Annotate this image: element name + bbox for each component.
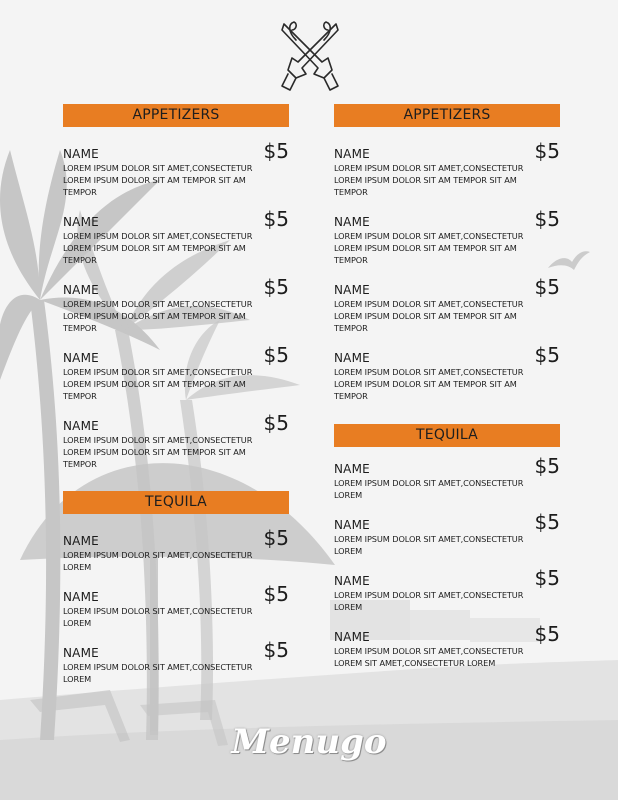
item-name: NAME <box>334 283 370 297</box>
item-name: NAME <box>334 215 370 229</box>
item-price: $5 <box>534 622 560 646</box>
item-description: LOREM IPSUM DOLOR SIT AMET,CONSECTETUR LOREM IPSUM DOLOR SIT AM TEMPOR SIT AM TEMPOR <box>63 435 253 469</box>
item-price: $5 <box>263 411 289 435</box>
section-header-appetizers: APPETIZERS <box>334 104 560 127</box>
item-price: $5 <box>263 638 289 662</box>
item-description: LOREM IPSUM DOLOR SIT AMET,CONSECTETUR LOREM <box>334 590 524 612</box>
item-description: LOREM IPSUM DOLOR SIT AMET,CONSECTETUR LOREM IPSUM DOLOR SIT AM TEMPOR SIT AM TEMPOR <box>63 163 253 197</box>
section-header-tequila: TEQUILA <box>63 491 289 514</box>
menu-item <box>63 638 289 702</box>
item-name: NAME <box>334 462 370 476</box>
crossed-pistols-icon <box>272 18 348 94</box>
item-description: LOREM IPSUM DOLOR SIT AMET,CONSECTETUR LOREM <box>334 534 524 556</box>
menu-item <box>334 510 560 574</box>
item-description: LOREM IPSUM DOLOR SIT AMET,CONSECTETUR LOREM IPSUM DOLOR SIT AM TEMPOR SIT AM TEMPOR <box>63 299 253 333</box>
item-description: LOREM IPSUM DOLOR SIT AMET,CONSECTETUR LOREM <box>63 606 253 628</box>
item-name: NAME <box>334 147 370 161</box>
menu-item <box>63 411 289 487</box>
item-description: LOREM IPSUM DOLOR SIT AMET,CONSECTETUR LOREM IPSUM DOLOR SIT AM TEMPOR SIT AM TEMPOR <box>63 367 253 401</box>
item-name: NAME <box>334 574 370 588</box>
item-price: $5 <box>263 343 289 367</box>
section-header-appetizers: APPETIZERS <box>63 104 289 127</box>
item-description: LOREM IPSUM DOLOR SIT AMET,CONSECTETUR LOREM <box>63 662 253 684</box>
brand-wordmark: Menugo <box>231 722 387 762</box>
item-name: NAME <box>63 590 99 604</box>
menu-item <box>63 582 289 646</box>
item-description: LOREM IPSUM DOLOR SIT AMET,CONSECTETUR LOREM <box>63 550 253 572</box>
menu-item <box>334 566 560 630</box>
section-header-tequila: TEQUILA <box>334 424 560 447</box>
item-price: $5 <box>263 207 289 231</box>
item-name: NAME <box>334 518 370 532</box>
item-name: NAME <box>63 215 99 229</box>
item-name: NAME <box>63 147 99 161</box>
item-name: NAME <box>63 283 99 297</box>
left-menu-column <box>63 104 289 702</box>
menu-item <box>63 139 289 215</box>
item-description: LOREM IPSUM DOLOR SIT AMET,CONSECTETUR LOREM IPSUM DOLOR SIT AM TEMPOR SIT AM TEMPOR <box>334 299 524 333</box>
menu-item <box>63 207 289 283</box>
menu-item <box>334 622 560 686</box>
item-price: $5 <box>534 207 560 231</box>
right-menu-column <box>334 104 560 686</box>
item-name: NAME <box>63 419 99 433</box>
item-name: NAME <box>63 646 99 660</box>
item-name: NAME <box>334 351 370 365</box>
item-name: NAME <box>63 534 99 548</box>
item-name: NAME <box>334 630 370 644</box>
item-description: LOREM IPSUM DOLOR SIT AMET,CONSECTETUR LOREM IPSUM DOLOR SIT AM TEMPOR SIT AM TEMPOR <box>334 367 524 401</box>
item-name: NAME <box>63 351 99 365</box>
item-price: $5 <box>534 454 560 478</box>
item-description: LOREM IPSUM DOLOR SIT AMET,CONSECTETUR LOREM SIT AMET,CONSECTETUR LOREM <box>334 646 524 668</box>
menu-item <box>63 275 289 351</box>
menu-item <box>334 343 560 419</box>
item-description: LOREM IPSUM DOLOR SIT AMET,CONSECTETUR LOREM <box>334 478 524 500</box>
menu-item <box>334 275 560 351</box>
item-price: $5 <box>534 275 560 299</box>
item-description: LOREM IPSUM DOLOR SIT AMET,CONSECTETUR LOREM IPSUM DOLOR SIT AM TEMPOR SIT AM TEMPOR <box>63 231 253 265</box>
menu-item <box>63 526 289 590</box>
menu-item <box>334 139 560 215</box>
item-description: LOREM IPSUM DOLOR SIT AMET,CONSECTETUR LOREM IPSUM DOLOR SIT AM TEMPOR SIT AM TEMPOR <box>334 163 524 197</box>
menu-item <box>63 343 289 419</box>
menu-item <box>334 207 560 283</box>
item-price: $5 <box>534 566 560 590</box>
item-price: $5 <box>263 526 289 550</box>
item-price: $5 <box>263 582 289 606</box>
menu-item <box>334 454 560 518</box>
item-price: $5 <box>534 510 560 534</box>
item-price: $5 <box>263 275 289 299</box>
item-price: $5 <box>263 139 289 163</box>
item-price: $5 <box>534 343 560 367</box>
item-price: $5 <box>534 139 560 163</box>
item-description: LOREM IPSUM DOLOR SIT AMET,CONSECTETUR LOREM IPSUM DOLOR SIT AM TEMPOR SIT AM TEMPOR <box>334 231 524 265</box>
